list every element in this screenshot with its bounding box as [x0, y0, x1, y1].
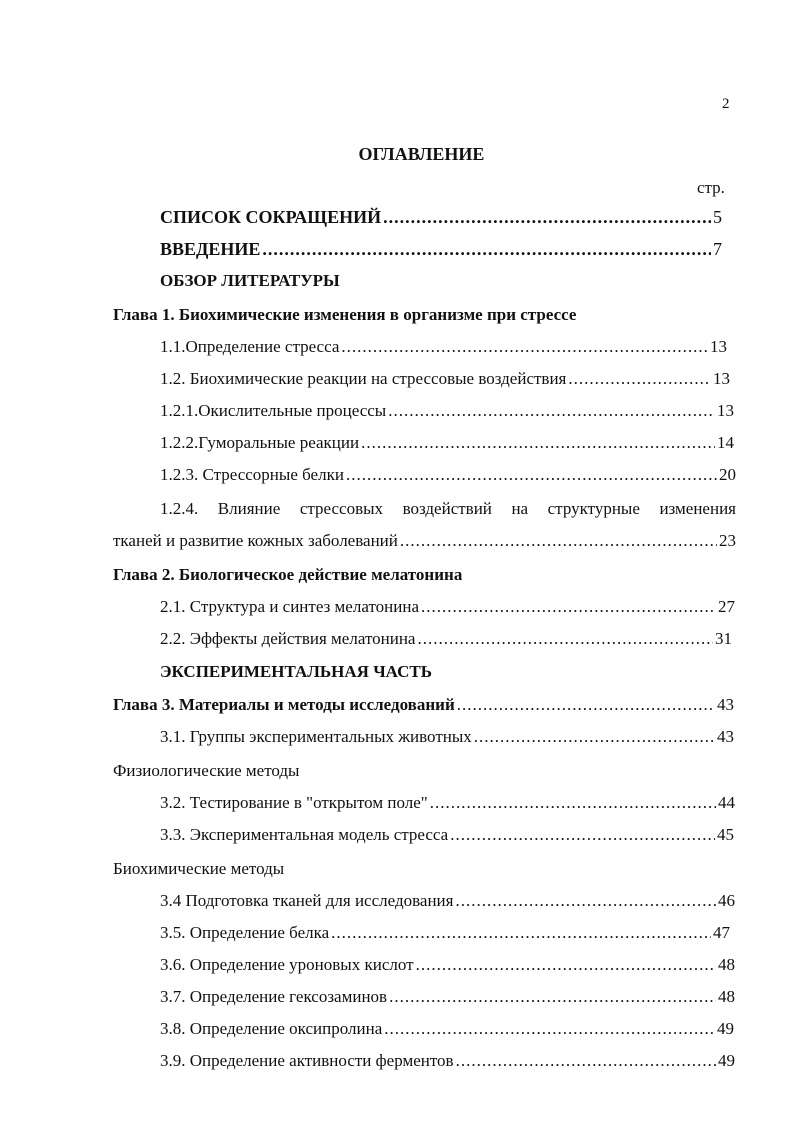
- toc-entry-page: 27: [718, 597, 735, 616]
- toc-entry: [160, 727, 734, 751]
- toc-entry-page: 43: [717, 695, 734, 714]
- toc-entry: [160, 369, 730, 393]
- toc-entry-page: 47: [713, 923, 730, 942]
- toc-entry: [160, 955, 735, 979]
- leader-dots: [262, 239, 711, 260]
- leader-dots: [346, 465, 717, 485]
- leader-dots: [417, 629, 713, 649]
- leader-dots: [416, 955, 716, 975]
- toc-entry-label: 3.1. Группы экспериментальных животных: [160, 727, 472, 746]
- toc-entry-label: 3.8. Определение оксипролина: [160, 1019, 383, 1038]
- toc-entry: [160, 1051, 735, 1075]
- toc-entry-abbreviations: [160, 207, 722, 231]
- leader-dots: [389, 987, 716, 1007]
- toc-entry: [160, 1019, 734, 1043]
- toc-entry-label: 3.3. Экспериментальная модель стресса: [160, 825, 449, 844]
- word: изменения: [659, 499, 736, 518]
- word: Влияние: [217, 499, 281, 518]
- toc-entry-page: 49: [718, 1051, 735, 1070]
- toc-entry-label: тканей и развитие кожных заболеваний: [113, 531, 398, 550]
- toc-entry: [160, 793, 735, 817]
- toc-entry-page: 46: [718, 891, 735, 910]
- toc-entry-label: 3.7. Определение гексозаминов: [160, 987, 388, 1006]
- section-heading-literature: ОБЗОР ЛИТЕРАТУРЫ: [160, 271, 340, 290]
- leader-dots: [421, 597, 716, 617]
- toc-entry-page: 7: [713, 239, 722, 259]
- toc-entry-page: 14: [717, 433, 734, 452]
- toc-entry-page: 45: [717, 825, 734, 844]
- toc-entry-label: Глава 3. Материалы и методы исследований: [113, 695, 455, 714]
- leader-dots: [331, 923, 711, 943]
- leader-dots: [383, 207, 711, 228]
- page-title: ОГЛАВЛЕНИЕ: [358, 144, 485, 164]
- toc-entry-label: 3.6. Определение уроновых кислот: [160, 955, 414, 974]
- leader-dots: [455, 891, 716, 911]
- toc-entry-124-line1: [160, 499, 736, 519]
- leader-dots: [388, 401, 715, 421]
- chapter-2-title: Глава 2. Биологическое действие мелатонина: [113, 565, 463, 584]
- leader-dots: [474, 727, 715, 747]
- toc-entry: [160, 401, 734, 425]
- toc-entry: [160, 987, 735, 1011]
- toc-entry-label: ВВЕДЕНИЕ: [160, 239, 261, 259]
- toc-entry-introduction: [160, 239, 722, 263]
- word: стрессовых: [299, 499, 384, 518]
- subheading-physiological: Физиологические методы: [113, 761, 300, 780]
- toc-entry: [160, 337, 727, 361]
- toc-entry-page: 48: [718, 987, 735, 1006]
- page-number: 2: [722, 96, 730, 112]
- toc-entry-page: 13: [710, 337, 727, 356]
- toc-entry-label: 1.2.3. Стрессорные белки: [160, 465, 344, 484]
- toc-entry: [160, 465, 736, 489]
- toc-entry-label: 1.2.1.Окислительные процессы: [160, 401, 387, 420]
- toc-entry-page: 49: [717, 1019, 734, 1038]
- section-heading-experimental: ЭКСПЕРИМЕНТАЛЬНАЯ ЧАСТЬ: [160, 662, 432, 681]
- toc-entry-page: 48: [718, 955, 735, 974]
- toc-entry: [160, 597, 735, 621]
- word: 1.2.4.: [160, 499, 199, 518]
- toc-entry: [160, 891, 735, 915]
- leader-dots: [430, 793, 716, 813]
- toc-entry-label: 3.2. Тестирование в "открытом поле": [160, 793, 428, 812]
- toc-entry-label: 2.1. Структура и синтез мелатонина: [160, 597, 419, 616]
- page-column-label: стр.: [697, 178, 725, 197]
- leader-dots: [457, 695, 715, 715]
- leader-dots: [341, 337, 708, 357]
- toc-entry-page: 23: [719, 531, 736, 550]
- toc-entry-page: 5: [713, 207, 722, 227]
- toc-entry-label: СПИСОК СОКРАЩЕНИЙ: [160, 207, 382, 227]
- leader-dots: [361, 433, 715, 453]
- word: воздействий: [402, 499, 492, 518]
- toc-entry-page: 13: [717, 401, 734, 420]
- leader-dots: [568, 369, 711, 389]
- toc-entry-page: 20: [719, 465, 736, 484]
- toc-entry-label: 2.2. Эффекты действия мелатонина: [160, 629, 416, 648]
- toc-entry: [160, 923, 730, 947]
- toc-entry-label: 3.9. Определение активности ферментов: [160, 1051, 454, 1070]
- toc-entry-label: 1.1.Определение стресса: [160, 337, 340, 356]
- toc-entry: [160, 629, 732, 653]
- toc-entry: [160, 433, 734, 457]
- toc-entry-page: 43: [717, 727, 734, 746]
- leader-dots: [400, 531, 717, 551]
- chapter-3-title: [113, 695, 734, 719]
- toc-entry-label: 3.4 Подготовка тканей для исследования: [160, 891, 454, 910]
- toc-entry-124-line2: [113, 531, 736, 555]
- toc-entry-label: 1.2. Биохимические реакции на стрессовые воздействия: [160, 369, 567, 388]
- chapter-1-title: Глава 1. Биохимические изменения в организме при стрессе: [113, 305, 577, 324]
- leader-dots: [450, 825, 715, 845]
- toc-entry-page: 44: [718, 793, 735, 812]
- toc-entry-page: 13: [713, 369, 730, 388]
- leader-dots: [456, 1051, 716, 1071]
- toc-entry-label: 3.5. Определение белка: [160, 923, 330, 942]
- toc-entry-label: 1.2.2.Гуморальные реакции: [160, 433, 360, 452]
- leader-dots: [384, 1019, 715, 1039]
- word: на: [511, 499, 529, 518]
- word: структурные: [547, 499, 640, 518]
- toc-entry-page: 31: [715, 629, 732, 648]
- toc-entry: [160, 825, 734, 849]
- subheading-biochemical: Биохимические методы: [113, 859, 285, 878]
